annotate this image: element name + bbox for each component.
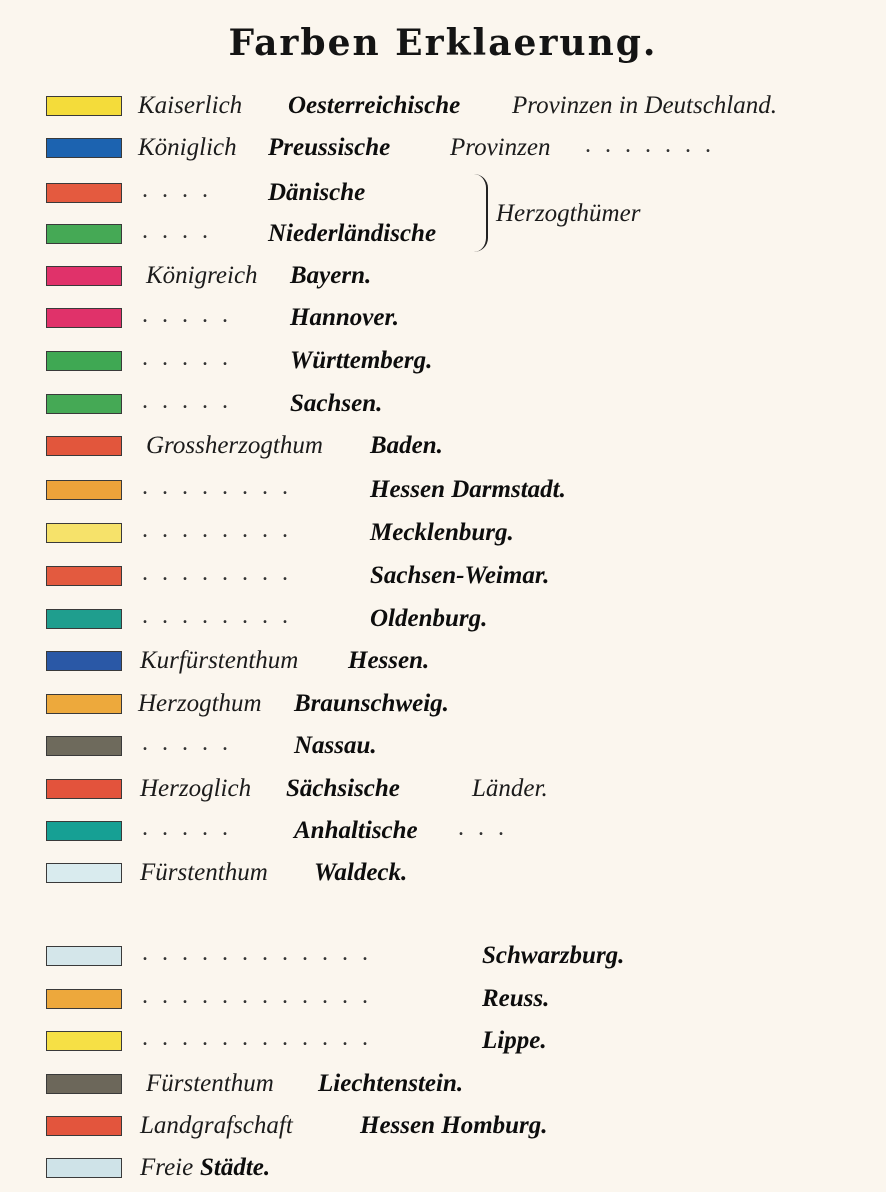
- legend-row: [0, 177, 886, 217]
- territory-name: Mecklenburg.: [370, 519, 514, 546]
- row-prefix: Kaiserlich: [138, 92, 243, 119]
- row-prefix: Landgrafschaft: [140, 1112, 293, 1139]
- territory-name: Reuss.: [482, 985, 550, 1012]
- color-swatch: [46, 224, 122, 244]
- row-prefix: Herzogthum: [138, 690, 262, 717]
- color-swatch: [46, 736, 122, 756]
- color-swatch: [46, 138, 122, 158]
- leader-dots: ........: [142, 560, 302, 586]
- territory-name: Sachsen.: [290, 390, 383, 417]
- legend-row: [0, 260, 886, 300]
- leader-dots: ...: [458, 815, 518, 841]
- color-swatch: [46, 946, 122, 966]
- color-swatch: [46, 523, 122, 543]
- legend-row: [0, 773, 886, 813]
- legend-row: [0, 983, 886, 1023]
- leader-dots: ............: [142, 1025, 382, 1051]
- legend-row: [0, 388, 886, 428]
- territory-name: Preussische: [268, 134, 391, 161]
- legend-row: [0, 645, 886, 685]
- legend-row: [0, 815, 886, 855]
- color-swatch: [46, 183, 122, 203]
- color-swatch: [46, 351, 122, 371]
- legend-row: [0, 345, 886, 385]
- legend-row: [0, 430, 886, 470]
- territory-name: Städte.: [200, 1154, 271, 1181]
- territory-name: Oldenburg.: [370, 605, 488, 632]
- legend-row: [0, 1110, 886, 1150]
- territory-name: Oesterreichische: [288, 92, 461, 119]
- row-suffix: Provinzen: [450, 134, 551, 161]
- legend-row: [0, 857, 886, 897]
- row-prefix: Grossherzogthum: [146, 432, 323, 459]
- color-swatch: [46, 989, 122, 1009]
- legend-row: [0, 132, 886, 172]
- color-swatch: [46, 266, 122, 286]
- color-swatch: [46, 96, 122, 116]
- leader-dots: ....: [142, 218, 222, 244]
- color-swatch: [46, 436, 122, 456]
- leader-dots: .....: [142, 388, 242, 414]
- color-swatch: [46, 394, 122, 414]
- color-swatch: [46, 779, 122, 799]
- territory-name: Liechtenstein.: [318, 1070, 464, 1097]
- territory-name: Lippe.: [482, 1027, 547, 1054]
- legend-row: [0, 1025, 886, 1065]
- territory-name: Dänische: [268, 179, 366, 206]
- legend-title: Farben Erklaerung.: [228, 22, 658, 64]
- legend-row: [0, 730, 886, 770]
- territory-name: Waldeck.: [314, 859, 408, 886]
- row-prefix: Königlich: [138, 134, 237, 161]
- row-suffix: Länder.: [472, 775, 548, 802]
- row-prefix: Königreich: [146, 262, 258, 289]
- color-swatch: [46, 651, 122, 671]
- leader-dots: ........: [142, 517, 302, 543]
- row-prefix: Herzoglich: [140, 775, 252, 802]
- territory-name: Hessen.: [348, 647, 430, 674]
- color-swatch: [46, 821, 122, 841]
- territory-name: Baden.: [370, 432, 443, 459]
- territory-name: Anhaltische: [294, 817, 418, 844]
- legend-row: [0, 603, 886, 643]
- territory-name: Hessen Darmstadt.: [370, 476, 566, 503]
- territory-name: Bayern.: [290, 262, 372, 289]
- row-prefix: Freie: [140, 1154, 194, 1181]
- leader-dots: .....: [142, 815, 242, 841]
- leader-dots: .....: [142, 302, 242, 328]
- row-suffix: Provinzen in Deutschland.: [512, 92, 778, 119]
- legend-row: [0, 1152, 886, 1192]
- color-swatch: [46, 1031, 122, 1051]
- leader-dots: ....: [142, 177, 222, 203]
- color-swatch: [46, 480, 122, 500]
- color-swatch: [46, 1116, 122, 1136]
- color-swatch: [46, 1158, 122, 1178]
- leader-dots: ........: [142, 474, 302, 500]
- leader-dots: ............: [142, 983, 382, 1009]
- territory-name: Braunschweig.: [294, 690, 449, 717]
- color-swatch: [46, 1074, 122, 1094]
- territory-name: Sachsen-Weimar.: [370, 562, 550, 589]
- legend-row: [0, 90, 886, 130]
- color-swatch: [46, 566, 122, 586]
- legend-row: [0, 560, 886, 600]
- legend-row: [0, 474, 886, 514]
- legend-row: [0, 1068, 886, 1108]
- leader-dots: .....: [142, 730, 242, 756]
- legend-row: [0, 517, 886, 557]
- leader-dots: ........: [142, 603, 302, 629]
- color-swatch: [46, 694, 122, 714]
- legend-row: [0, 940, 886, 980]
- legend-row: [0, 218, 886, 258]
- legend-row: [0, 302, 886, 342]
- territory-name: Württemberg.: [290, 347, 433, 374]
- row-prefix: Fürstenthum: [140, 859, 268, 886]
- territory-name: Hannover.: [290, 304, 400, 331]
- row-prefix: Kurfürstenthum: [140, 647, 299, 674]
- territory-name: Schwarzburg.: [482, 942, 625, 969]
- leader-dots: ............: [142, 940, 382, 966]
- territory-name: Sächsische: [286, 775, 400, 802]
- legend-row: [0, 688, 886, 728]
- herzogthuemer-label: Herzogthümer: [496, 200, 641, 227]
- territory-name: Nassau.: [294, 732, 377, 759]
- leader-dots: .....: [142, 345, 242, 371]
- color-swatch: [46, 308, 122, 328]
- territory-name: Hessen Homburg.: [360, 1112, 548, 1139]
- color-swatch: [46, 863, 122, 883]
- row-prefix: Fürstenthum: [146, 1070, 274, 1097]
- color-swatch: [46, 609, 122, 629]
- leader-dots: .......: [585, 132, 725, 158]
- territory-name: Niederländische: [268, 220, 437, 247]
